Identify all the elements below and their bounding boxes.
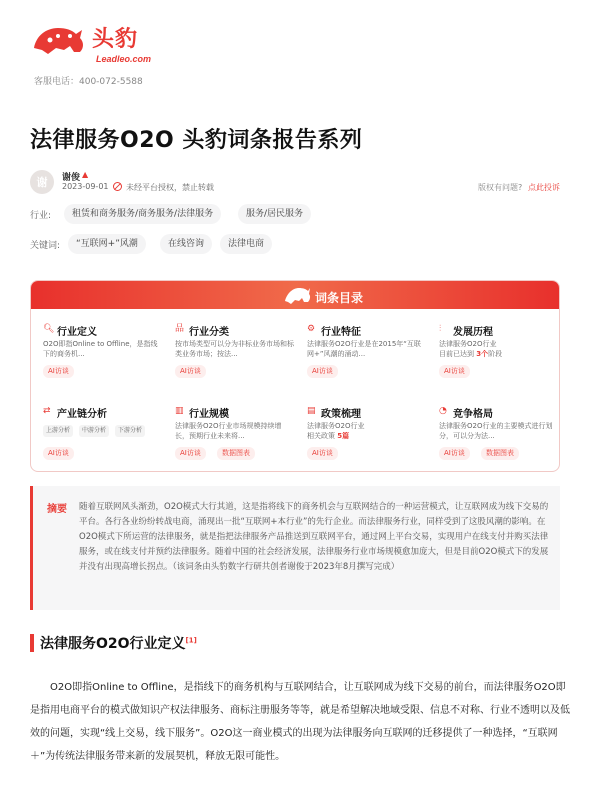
data-chart-chip[interactable]: 数据图表	[217, 447, 255, 460]
section-marker	[30, 634, 34, 652]
industry-tag[interactable]: 租赁和商务服务/商务服务/法律服务	[64, 204, 221, 224]
catalog-item-development-history[interactable]: ⫶ 发展历程 法律服务O2O行业 目前已达到 3个阶段 AI访谈	[439, 323, 559, 383]
keywords-label: 关键词:	[30, 241, 61, 251]
catalog-item-industry-chain[interactable]: ⇄ 产业链分析 上游分析 中游分析 下游分析 AI访谈	[43, 405, 163, 465]
pie-icon: ◔	[439, 406, 447, 416]
bar-chart-icon: ▥	[175, 406, 184, 416]
page-title: 法律服务O2O 头豹词条报告系列	[30, 128, 363, 153]
keyword-tag[interactable]: 在线咨询	[160, 234, 212, 254]
leopard-logo-icon	[30, 22, 86, 58]
no-repost-notice: 未经平台授权，禁止转载	[126, 183, 214, 192]
ai-interview-chip[interactable]: AI访谈	[175, 365, 206, 378]
keyword-tag[interactable]: 法律电商	[220, 234, 272, 254]
section-title: 法律服务O2O行业定义[1]	[40, 636, 197, 652]
verified-author-icon: ▲	[82, 170, 89, 179]
search-doc-icon: 🔍︎	[43, 324, 55, 334]
stage-chip: 中游分析	[79, 425, 109, 437]
ai-interview-chip[interactable]: AI访谈	[439, 365, 470, 378]
hierarchy-icon: 品	[175, 324, 185, 334]
catalog-item-competitive-landscape[interactable]: ◔ 竞争格局 法律服务O2O行业的主要模式进行划分，可以分为法... AI访谈 数据图表	[439, 405, 559, 465]
abstract-box	[30, 486, 560, 610]
catalog-item-industry-classification[interactable]: 品 行业分类 按市场类型可以分为非标业务市场和标类业务市场；按法... AI访谈	[175, 323, 295, 383]
keyword-tag[interactable]: “互联网+”风潮	[68, 234, 146, 254]
data-chart-chip[interactable]: 数据图表	[481, 447, 519, 460]
catalog-title: 词条目录	[315, 291, 364, 305]
ai-interview-chip[interactable]: AI访谈	[307, 365, 338, 378]
reference-link[interactable]: [1]	[185, 636, 197, 645]
catalog-item-policy-review[interactable]: ▤ 政策梳理 法律服务O2O行业 相关政策 5篇 AI访谈	[307, 405, 427, 465]
ai-interview-chip[interactable]: AI访谈	[439, 447, 470, 460]
stage-chip: 上游分析	[43, 425, 73, 437]
leopard-icon	[283, 283, 311, 307]
chain-icon: ⇄	[43, 406, 51, 416]
abstract-text: 随着互联网风头渐劲，O2O模式大行其道，这是指将线下的商务机会与互联网结合的一种运营模式，让互联网成为线下交易的平台。各行各业纷纷转战电商，涌现出一批“互联网+本行业”的先行企业。而法律服务行业，同样受到了这股风潮的影响。在O2O模式下所运营的法律服务，就是指把法律服务产品推送到互联网平台，通过网上平台交易，实现用户在线支付并购买法律服务，或在线支付并预约法律服务。随着中国的社会经济发展，法律服务行业市场规模愈加庞大，但是目前O2O模式下的发展并没有出现高增长拐点。（该词条由头豹数字行研共创者谢俊于2023年8月撰写完成）	[79, 502, 549, 572]
avatar[interactable]: 谢	[30, 170, 54, 194]
report-link[interactable]: 点此投诉	[528, 183, 560, 192]
no-repost-icon	[113, 182, 122, 191]
copyright-question: 版权有问题?	[478, 183, 523, 192]
customer-service-hotline: 客服电话：400-072-5588	[34, 77, 143, 87]
ai-interview-chip[interactable]: AI访谈	[43, 447, 74, 460]
brand-domain: Leadleo.com	[96, 54, 152, 64]
catalog-panel	[30, 280, 560, 472]
publish-date: 2023-09-01	[62, 182, 109, 191]
policy-icon: ▤	[307, 406, 316, 416]
abstract-label: 摘要	[47, 504, 67, 515]
ai-interview-chip[interactable]: AI访谈	[175, 447, 206, 460]
catalog-item-industry-scale[interactable]: ▥ 行业规模 法律服务O2O行业市场规模持续增长，预期行业未来将... AI访谈 数据图表	[175, 405, 295, 465]
ai-interview-chip[interactable]: AI访谈	[43, 365, 74, 378]
timeline-icon: ⫶	[439, 324, 442, 334]
industry-tag[interactable]: 服务/居民服务	[238, 204, 311, 224]
author-name[interactable]: 谢俊	[62, 173, 81, 183]
catalog-item-industry-features[interactable]: ⚙︎ 行业特征 法律服务O2O行业是在2015年“互联网+”风潮的涌动... AI访谈	[307, 323, 427, 383]
feature-icon: ⚙︎	[307, 324, 316, 334]
brand-name: 头豹	[92, 27, 139, 52]
ai-interview-chip[interactable]: AI访谈	[307, 447, 338, 460]
industry-label: 行业:	[30, 211, 52, 221]
catalog-item-industry-definition[interactable]: 🔍︎ 行业定义 O2O即指Online to Offline，是指线下的商务机... AI访谈	[43, 323, 163, 383]
section-body: O2O即指Online to Offline，是指线下的商务机构与互联网结合，让互联网成为线下交易的前台，而法律服务O2O即是指用电商平台的模式做知识产权法律服务、商标注册服务等等，就是希望解决地域受限、信息不对称、行业不透明以及低效的问题，实现“线上交易，线下服务”。O2O这一商业模式的出现为法律服务向互联网的迁移提供了一种选择，“互联网＋”为传统法律服务带来新的发展契机，释放无限可能性。	[30, 682, 570, 762]
stage-chip: 下游分析	[115, 425, 145, 437]
